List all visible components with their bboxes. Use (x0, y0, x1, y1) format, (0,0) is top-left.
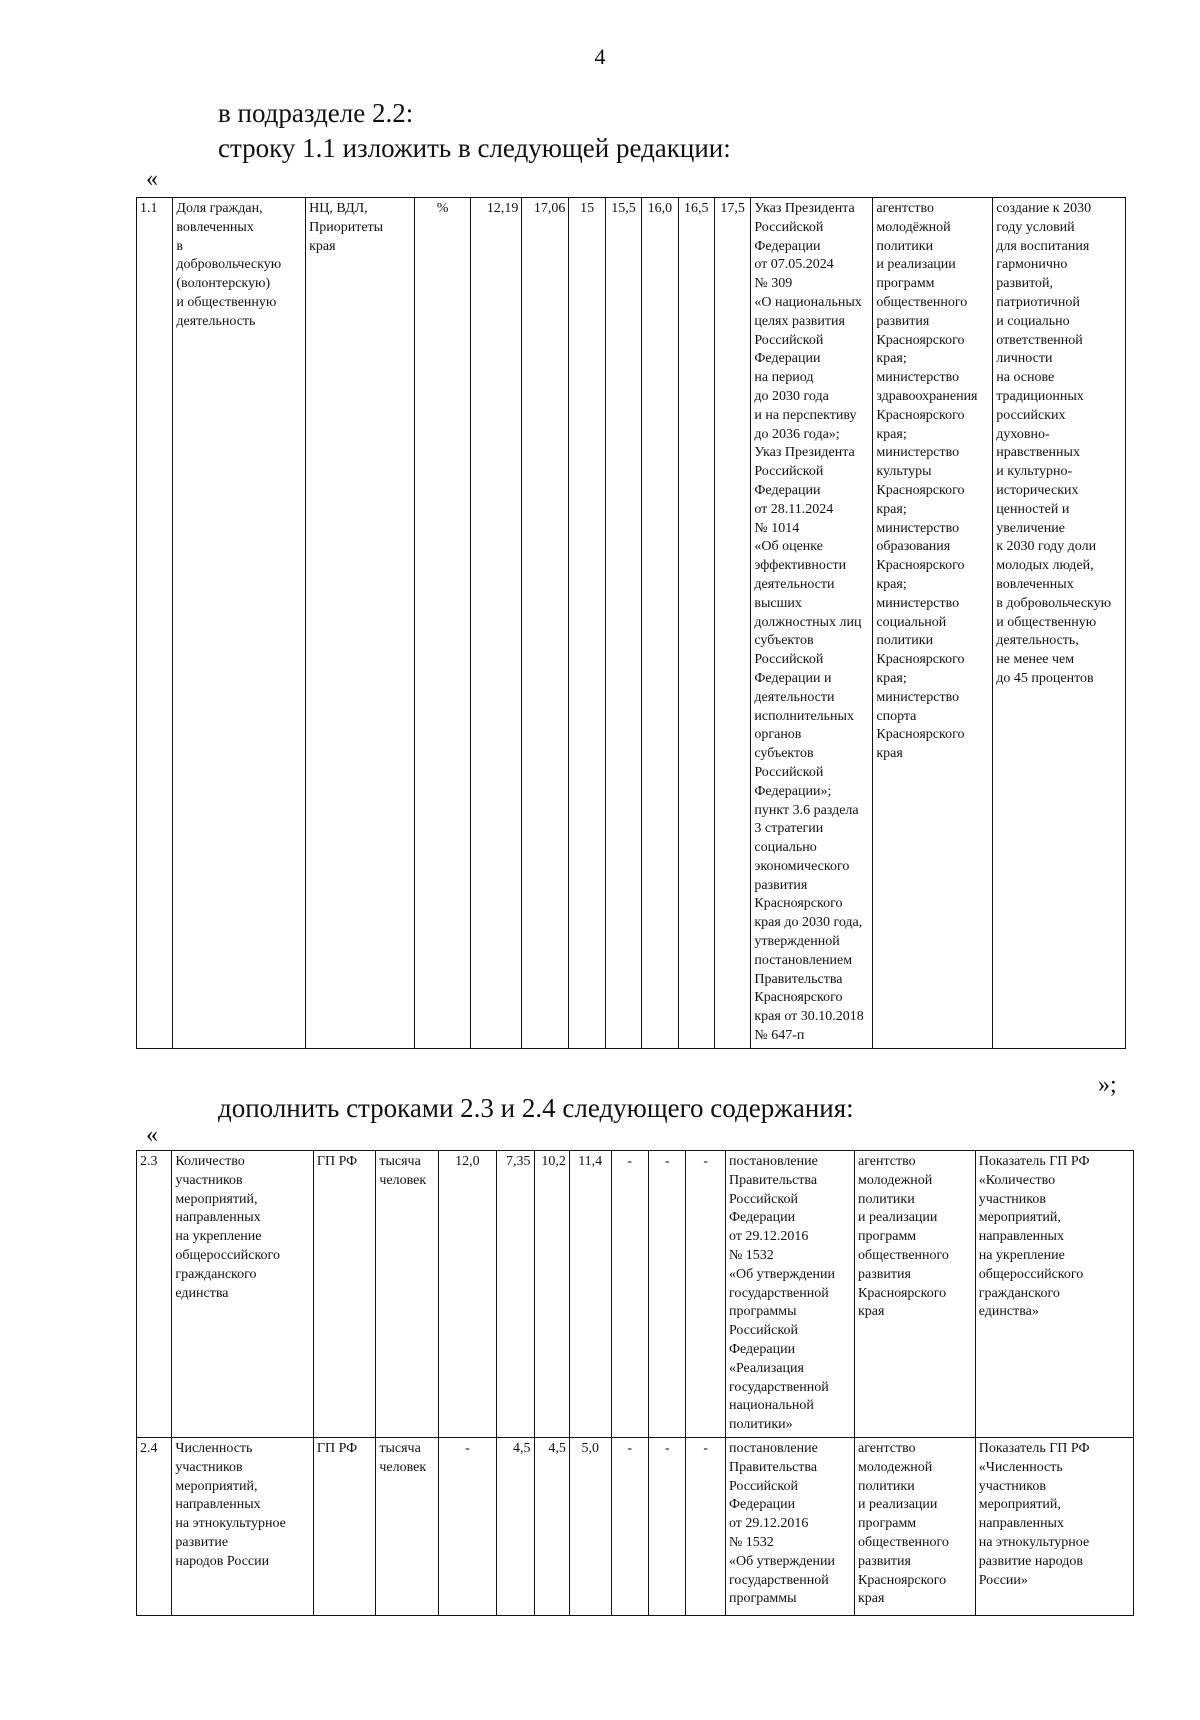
table-row (137, 1151, 1134, 1438)
instruction-line-1: строку 1.1 изложить в следующей редакции: (218, 133, 731, 163)
responsible-bodies: агентство молодёжной политики и реализации программ общественного развития Красноярского края; министерство здравоохранения Красноярского края; министерство культуры Красноярского края; министерство образования Красноярского края; министерство социальной политики Красноярского края; министерство спорта Красноярского края (873, 198, 993, 1049)
value-cell: - (648, 1151, 685, 1438)
value-cell: - (611, 1437, 648, 1615)
open-quote-1: « (146, 166, 158, 192)
table-row (137, 198, 1126, 1049)
page-number: 4 (594, 44, 606, 69)
value-cell: 7,35 (497, 1151, 534, 1438)
subsection-heading: в подразделе 2.2: (218, 98, 414, 128)
indicator-name: Численность участников мероприятий, направленных на этнокультурное развитие народов России (172, 1437, 314, 1615)
unit: % (415, 198, 471, 1049)
close-quote-1: »; (1098, 1072, 1117, 1098)
value-cell: 17,06 (522, 198, 569, 1049)
value-cell: - (686, 1437, 726, 1615)
value-cell: 4,5 (534, 1437, 569, 1615)
value-cell: 12,19 (470, 198, 521, 1049)
value-cell: 10,2 (534, 1151, 569, 1438)
goal-description: Показатель ГП РФ «Количество участников мероприятий, направленных на укрепление общероссийского гражданского единства» (975, 1151, 1133, 1438)
indicator-source: ГП РФ (313, 1437, 375, 1615)
indicator-table-1 (136, 197, 1126, 1049)
indicator-name: Количество участников мероприятий, направленных на укрепление общероссийского гражданского единства (172, 1151, 314, 1438)
responsible-bodies: агентство молодежной политики и реализации программ общественного развития Красноярского края (855, 1151, 976, 1438)
value-cell: - (648, 1437, 685, 1615)
value-cell: 5,0 (569, 1437, 611, 1615)
instruction-line-2: дополнить строками 2.3 и 2.4 следующего содержания: (218, 1093, 854, 1123)
goal-description: Показатель ГП РФ «Численность участников мероприятий, направленных на этнокультурное развитие народов России» (975, 1437, 1133, 1615)
table-row (137, 1437, 1134, 1615)
indicator-table-2 (136, 1150, 1134, 1616)
value-cell: 16,5 (678, 198, 714, 1049)
indicator-source: НЦ, ВДЛ, Приоритеты края (306, 198, 415, 1049)
indicator-source: ГП РФ (313, 1151, 375, 1438)
value-cell: 15 (569, 198, 605, 1049)
value-cell: 11,4 (569, 1151, 611, 1438)
value-cell: - (438, 1437, 496, 1615)
value-cell: 15,5 (605, 198, 641, 1049)
value-cell: 4,5 (497, 1437, 534, 1615)
goal-description: создание к 2030 году условий для воспитания гармонично развитой, патриотичной и социально ответственной личности на основе традиционных российских духовно- нравственных и культурно- исторических ценностей и увеличение к 2030 году доли молодых людей, вовлеченных в добровольческую и общественную деятельность, не менее чем до 45 процентов (993, 198, 1126, 1049)
row-number: 1.1 (137, 198, 173, 1049)
legal-basis: Указ Президента Российской Федерации от 07.05.2024 № 309 «О национальных целях развития Российской Федерации на период до 2030 года и на перспективу до 2036 года»; Указ Президента Российской Федерации от 28.11.2024 № 1014 «Об оценке эффективности деятельности высших должностных лиц субъектов Российской Федерации и деятельности исполнительных органов субъектов Российской Федерации»; пункт 3.6 раздела 3 стратегии социально экономического развития Красноярского края до 2030 года, утвержденной постановлением Правительства Красноярского края от 30.10.2018 № 647-п (751, 198, 873, 1049)
unit: тысяча человек (376, 1437, 438, 1615)
value-cell: - (611, 1151, 648, 1438)
value-cell: 16,0 (642, 198, 678, 1049)
open-quote-2: « (146, 1122, 158, 1148)
value-cell: 12,0 (438, 1151, 496, 1438)
legal-basis: постановление Правительства Российской Федерации от 29.12.2016 № 1532 «Об утверждении государственной программы (725, 1437, 854, 1615)
value-cell: - (686, 1151, 726, 1438)
indicator-name: Доля граждан, вовлеченных в добровольческую (волонтерскую) и общественную деятельность (173, 198, 306, 1049)
row-number: 2.3 (137, 1151, 172, 1438)
unit: тысяча человек (376, 1151, 438, 1438)
responsible-bodies: агентство молодежной политики и реализации программ общественного развития Красноярского края (855, 1437, 976, 1615)
legal-basis: постановление Правительства Российской Федерации от 29.12.2016 № 1532 «Об утверждении государственной программы Российской Федерации «Реализация государственной национальной политики» (725, 1151, 854, 1438)
row-number: 2.4 (137, 1437, 172, 1615)
value-cell: 17,5 (714, 198, 750, 1049)
